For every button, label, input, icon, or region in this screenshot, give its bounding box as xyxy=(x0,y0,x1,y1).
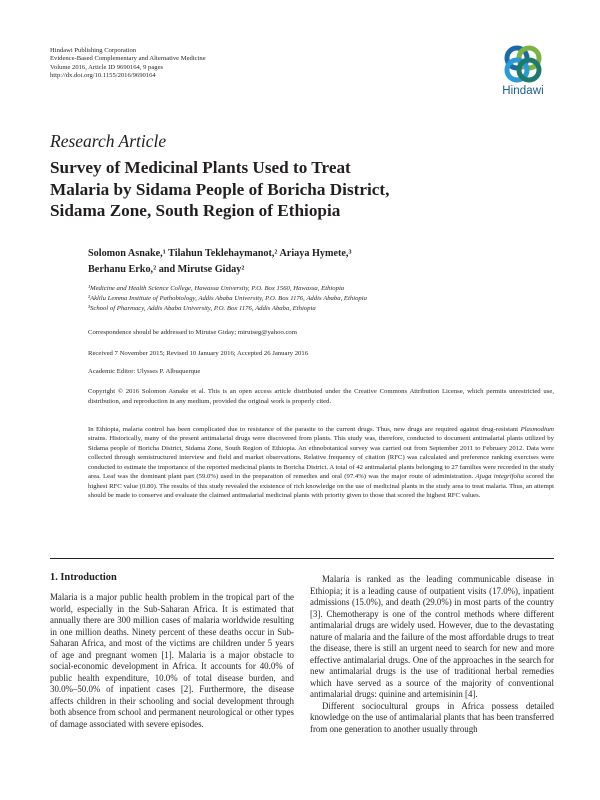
body-paragraph: Malaria is ranked as the leading communicable disease in Ethiopia; it is a leading cause of outpatient visits (17.0%), inpatient admissions (15.0%), and death (29.0%) in most parts of the country [3]. Chemotherapy is one of the control methods where different antimalarial drugs are widely used. However, due to the devastating nature of malaria and the failure of the most affordable drugs to treat the disease, there is still an urgent need to search for new and more effective antimalarial drugs. One of the approaches in the search for new antimalarial drugs is the use of traditional herbal remedies which have served as a source of the majority of conventional antimalarial drugs: quinine and artemisinin [4]. xyxy=(310,574,554,699)
title-line: Survey of Medicinal Plants Used to Treat xyxy=(50,158,351,177)
copyright-notice: Copyright © 2016 Solomon Asnake et al. This is an open access article distributed under the Creative Commons Attribution License, which permits unrestricted use, distribution, and reproduction in any medium, provided the original work is properly cited. xyxy=(88,388,554,405)
hindawi-logo xyxy=(493,43,553,105)
affiliation-item: ³School of Pharmacy, Addis Ababa University, P.O. Box 1176, Addis Ababa, Ethiopia xyxy=(88,305,316,313)
volume-info: Volume 2016, Article ID 9690164, 9 pages xyxy=(50,63,164,71)
left-column xyxy=(50,592,294,730)
abstract-italic-term: Ajuga integrifolia xyxy=(475,473,524,481)
abstract-text: In Ethiopia, malaria control has been complicated due to resistance of the parasite to the current drugs. Thus, new drugs are required against drug-resistant xyxy=(88,426,521,433)
journal-name: Evidence-Based Complementary and Alternative Medicine xyxy=(50,55,206,63)
affiliation-item: ²Aklilu Lemma Institute of Pathobiology, Addis Ababa University, P.O. Box 1176, Addis Ababa, Ethiopia xyxy=(88,295,367,303)
author-list xyxy=(88,246,468,277)
abstract-text: scored the highest RFC value (0.80). The results of this study revealed the existence of rich knowledge on the use of medicinal plants in the study area to treat malaria. Thus, an attempt should be made to conserve and evaluate the claimed antimalarial medicinal plants with priority given to those that scored the highest RFC values. xyxy=(88,473,555,500)
introduction-heading: 1. Introduction xyxy=(50,572,117,583)
publisher-name: Hindawi Publishing Corporation xyxy=(50,47,137,54)
body-paragraph: Malaria is a major public health problem in the tropical part of the world, especially in the Sub-Saharan Africa. It is estimated that annually there are 300 million cases of malaria worldwide resulting in one million deaths. Ninety percent of these deaths occur in Sub-Saharan Africa, and most of the victims are children under 5 years of age and pregnant women [1]. Malaria is a major obstacle to social-economic development in Africa. It accounts for 40.0% of public health expenditure, 10.0% of total disease burden, and 30.0%–50.0% of inpatient cases [2]. Furthermore, the disease affects children in their schooling and social development through both absence from school and permanent neurological or other types of damage associated with severe episodes. xyxy=(50,592,294,729)
abstract-text: strains. Historically, many of the present antimalarial drugs were discovered from plants. This study was, therefore, conducted to document antimalarial plants utilized by Sidama people of Boricha District, Sidama Zone, South Region of Ethiopia. An ethnobotanical survey was carried out from September 2011 to February 2012. Data were collected through semistructured interview and field and market observations. Relative frequency of citation (RFC) was calculated and preference ranking exercises were conducted to estimate the importance of the reported medicinal plants in Boricha District. A total of 42 antimalarial plants belonging to 27 families were recorded in the study area. Leaf was the dominant plant part (59.0%) used in the preparation of remedies and oral (97.4%) was the major route of administration. xyxy=(88,435,554,481)
author-line: Solomon Asnake,¹ Tilahun Teklehaymanot,² Ariaya Hymete,³ xyxy=(88,248,352,259)
doi-link[interactable]: http://dx.doi.org/10.1155/2016/9690164 xyxy=(50,71,156,79)
title-line: Malaria by Sidama People of Boricha District, xyxy=(50,179,390,199)
article-type: Research Article xyxy=(50,131,167,151)
affiliations xyxy=(88,284,367,315)
hindawi-rings-icon xyxy=(500,43,546,85)
abstract xyxy=(88,425,554,501)
received-dates: Received 7 November 2015; Revised 10 January 2016; Accepted 26 January 2016 xyxy=(88,350,309,357)
author-line: Berhanu Erko,² and Mirutse Giday² xyxy=(88,263,245,275)
body-paragraph: Different sociocultural groups in Africa possess detailed knowledge on the use of antimalarial plants that has been transferred from one generation to another usually through xyxy=(310,700,554,734)
abstract-italic-term: Plasmodium xyxy=(520,426,554,433)
publication-info xyxy=(50,47,206,80)
correspondence: Correspondence should be addressed to Mirutse Giday; mirutseg@yahoo.com xyxy=(88,329,297,336)
hindawi-logo-text: Hindawi xyxy=(502,85,544,97)
academic-editor: Academic Editor: Ulysses P. Albuquerque xyxy=(88,368,201,375)
section-divider xyxy=(50,558,554,559)
article-title xyxy=(50,157,470,222)
affiliation-item: ¹Medicine and Health Science College, Hawassa University, P.O. Box 1560, Hawassa, Ethiopia xyxy=(88,285,345,292)
title-line: Sidama Zone, South Region of Ethiopia xyxy=(50,201,341,220)
right-column xyxy=(310,574,554,735)
